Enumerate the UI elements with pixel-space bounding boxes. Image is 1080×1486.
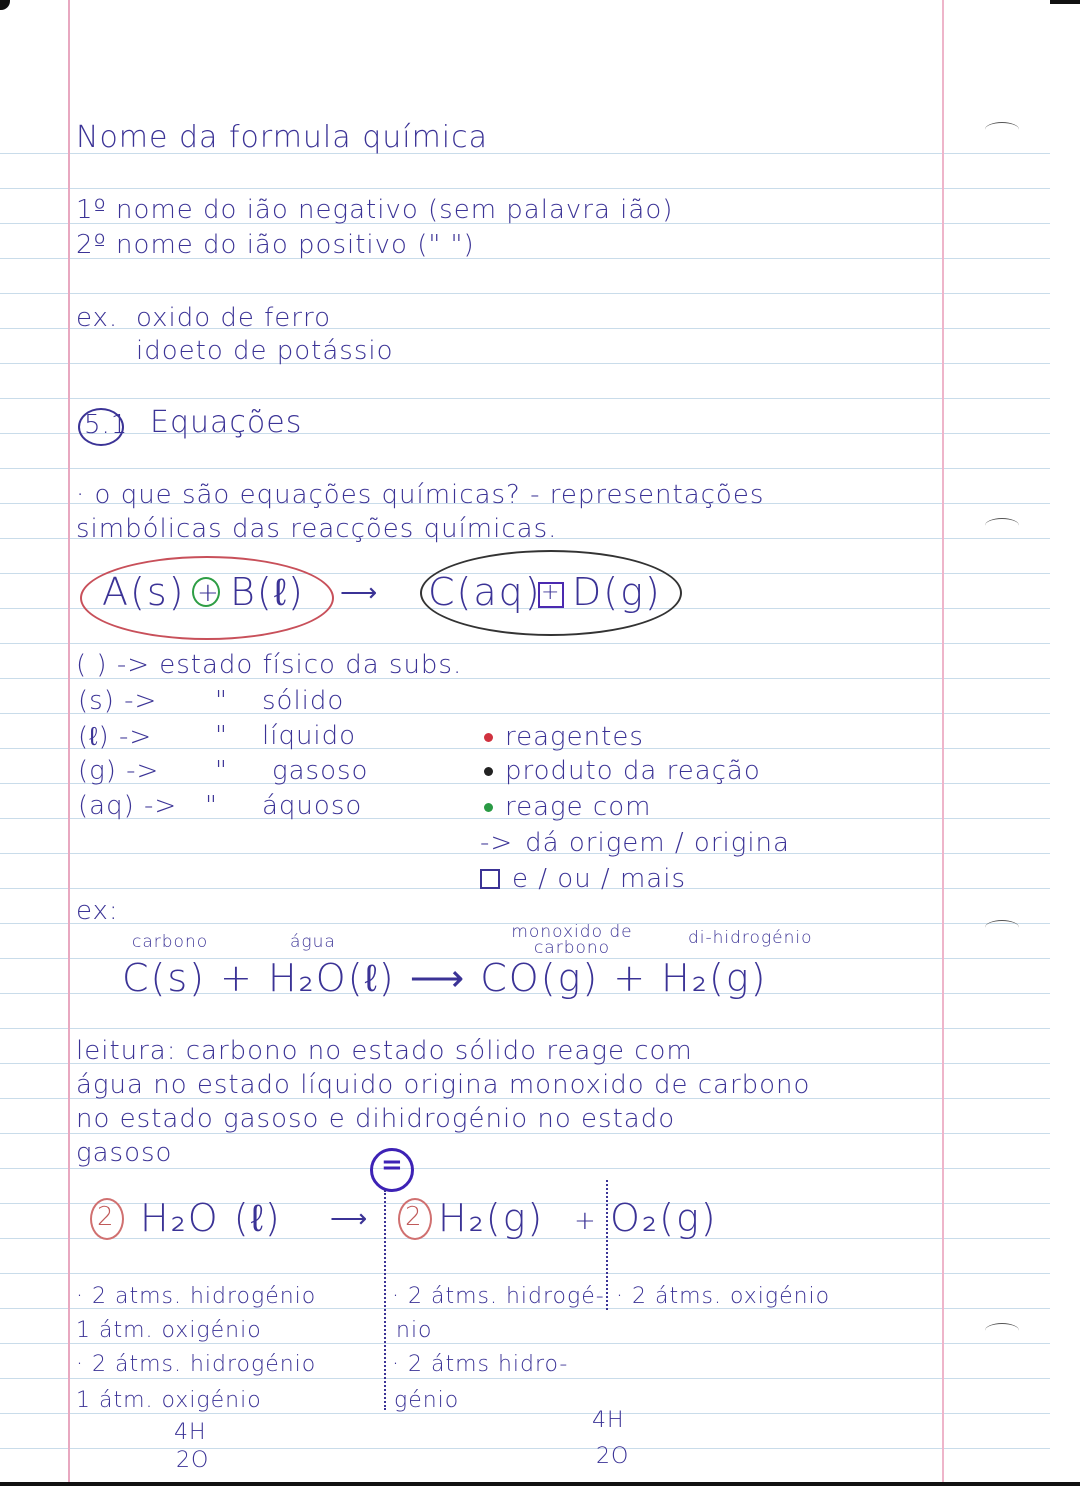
- legend-item-e-ou-mais: [480, 864, 686, 894]
- annotation-monoxido: monoxido de carbono: [511, 922, 633, 958]
- scan-bottom-edge: [0, 1482, 1080, 1486]
- balanced-left: H₂O (ℓ): [140, 1196, 282, 1240]
- states-header: ( ) -> estado físico da subs.: [76, 650, 463, 680]
- legend-label: produto da reação: [505, 756, 761, 786]
- count-middle: génio: [394, 1388, 460, 1413]
- example2-label: ex:: [76, 896, 119, 926]
- count-middle: · 2 átms hidro-: [392, 1352, 569, 1377]
- yields-arrow: ⟶: [340, 578, 379, 608]
- arrow-icon: ->: [480, 828, 514, 858]
- balanced-right-2: O₂(g): [610, 1196, 718, 1240]
- state-ditto: ": [215, 756, 228, 786]
- legend-item-reage-com: [484, 792, 651, 822]
- reactant-b: B(ℓ): [230, 570, 305, 614]
- separator-dotted-line: [384, 1190, 386, 1410]
- reading-line: gasoso: [76, 1138, 173, 1168]
- balanced-right-1: H₂(g): [438, 1196, 545, 1240]
- legend-label: e / ou / mais: [512, 864, 686, 894]
- legend-label: reagentes: [505, 722, 644, 752]
- definition-line-1: · o que são equações químicas? - representações: [76, 480, 765, 510]
- state-symbol: (s) ->: [78, 686, 158, 716]
- state-symbol: (g) ->: [78, 756, 160, 786]
- count-middle: · 2 átms. hidrogé-: [392, 1284, 605, 1309]
- state-name: gasoso: [272, 756, 369, 786]
- state-ditto: ": [205, 791, 218, 821]
- legend-item-produto: [484, 756, 761, 786]
- binder-hole-icon: [985, 122, 1019, 137]
- reading-line: no estado gasoso e dihidrogénio no estado: [76, 1104, 676, 1134]
- example-item: oxido de ferro: [136, 303, 332, 333]
- balanced-plus: +: [574, 1206, 597, 1236]
- state-symbol: (aq) ->: [78, 791, 178, 821]
- total-right-o: 2O: [596, 1444, 630, 1469]
- reacts-with-plus: +: [197, 578, 220, 608]
- rule-line-1: 1º nome do ião negativo (sem palavra ião): [76, 195, 674, 225]
- definition-line-2: simbólicas das reacções químicas.: [76, 514, 558, 544]
- count-middle: nio: [396, 1318, 433, 1343]
- green-dot-icon: [484, 803, 493, 812]
- scan-corner-shadow-right: [1050, 0, 1080, 4]
- coefficient-right: 2: [405, 1202, 423, 1232]
- red-dot-icon: [484, 733, 493, 742]
- left-margin-line: [68, 0, 70, 1482]
- annotation-agua: água: [290, 932, 336, 952]
- balanced-mark: =: [381, 1150, 404, 1180]
- examples-label: ex.: [76, 303, 119, 333]
- state-ditto: ": [215, 721, 228, 751]
- state-ditto: ": [215, 686, 228, 716]
- binder-hole-icon: [985, 920, 1019, 935]
- count-right: · 2 átms. oxigénio: [616, 1284, 831, 1309]
- product-c: C(aq): [428, 570, 542, 614]
- product-d: D(g): [572, 570, 662, 614]
- black-dot-icon: [484, 767, 493, 776]
- state-name: sólido: [262, 686, 345, 716]
- annotation-carbono: carbono: [132, 932, 209, 952]
- separator-dotted-line: [606, 1180, 608, 1310]
- total-right-h: 4H: [592, 1408, 625, 1433]
- right-margin-line: [942, 0, 944, 1482]
- count-left: 1 átm. oxigénio: [76, 1388, 262, 1413]
- example2-equation: C(s) + H₂O(ℓ) ⟶ CO(g) + H₂(g): [122, 956, 768, 1000]
- reactant-a: A(s): [102, 570, 186, 614]
- count-left: · 2 atms. hidrogénio: [76, 1284, 317, 1309]
- binder-hole-icon: [985, 518, 1019, 533]
- reading-line: água no estado líquido origina monoxido de carbono: [76, 1070, 811, 1100]
- total-left-o: 2O: [176, 1448, 210, 1473]
- example-item: idoeto de potássio: [136, 336, 394, 366]
- annotation-dihidrogenio: di-hidrogénio: [688, 928, 813, 948]
- state-name: líquido: [262, 721, 357, 751]
- count-left: 1 átm. oxigénio: [76, 1318, 262, 1343]
- reading-line: leitura: carbono no estado sólido reage com: [76, 1036, 693, 1066]
- square-box-icon: [480, 869, 500, 889]
- legend-item-origina: [480, 828, 790, 858]
- page-title: Nome da formula química: [76, 120, 489, 155]
- legend-item-reagentes: [484, 722, 644, 752]
- count-left: · 2 átms. hidrogénio: [76, 1352, 317, 1377]
- legend-label: dá origem / origina: [525, 828, 790, 858]
- scan-corner-shadow: [0, 0, 10, 10]
- coefficient-left: 2: [97, 1202, 115, 1232]
- and-plus: +: [541, 580, 561, 605]
- rule-line-2: 2º nome do ião positivo (" "): [76, 230, 475, 260]
- state-symbol: (ℓ) ->: [78, 722, 153, 752]
- state-name: áquoso: [262, 791, 363, 821]
- binder-hole-icon: [985, 1323, 1019, 1338]
- total-left-h: 4H: [174, 1420, 207, 1445]
- section-number: 5.1: [84, 410, 129, 440]
- balanced-arrow: ⟶: [330, 1204, 369, 1234]
- legend-label: reage com: [505, 792, 652, 822]
- section-title: Equações: [150, 405, 303, 440]
